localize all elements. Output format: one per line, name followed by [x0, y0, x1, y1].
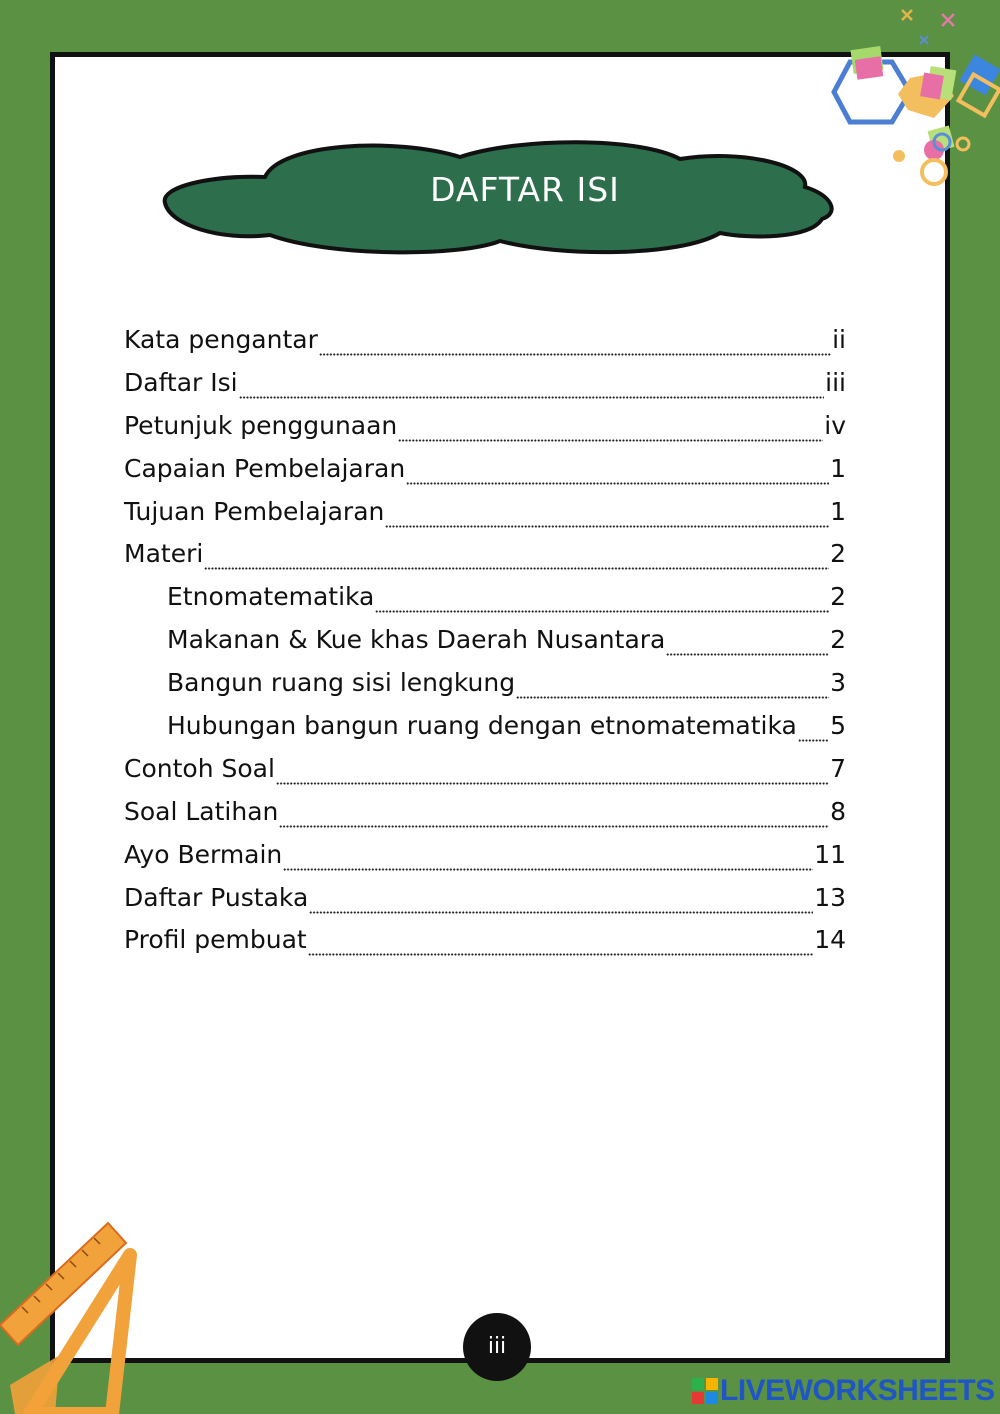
toc-entry-page: 2	[830, 625, 846, 655]
toc-entry-label: Contoh Soal	[124, 753, 275, 783]
toc-dot-leader	[276, 754, 829, 797]
toc-entry-page: 1	[830, 453, 846, 483]
table-of-contents	[124, 325, 846, 968]
brand-name: LIVEWORKSHEETS	[720, 1374, 995, 1407]
toc-entry	[124, 539, 846, 582]
toc-entry-label: Hubungan bangun ruang dengan etnomatematika	[167, 711, 797, 741]
page-title: DAFTAR ISI	[430, 170, 620, 209]
toc-entry	[124, 754, 846, 797]
toc-dot-leader	[516, 668, 829, 711]
toc-entry-label: Soal Latihan	[124, 796, 279, 826]
toc-entry-label: Ayo Bermain	[124, 839, 283, 869]
toc-entry-label: Profil pembuat	[124, 925, 307, 955]
toc-dot-leader	[385, 497, 829, 540]
toc-entry-label: Makanan & Kue khas Daerah Nusantara	[167, 625, 666, 655]
toc-entry	[124, 411, 846, 454]
toc-entry-page: ii	[832, 325, 846, 354]
geometric-shapes-decoration	[830, 0, 1000, 195]
toc-entry	[124, 711, 846, 754]
toc-entry-label: Materi	[124, 539, 204, 569]
toc-dot-leader	[279, 797, 829, 840]
toc-entry	[124, 883, 846, 926]
toc-entry-label: Daftar Pustaka	[124, 882, 309, 912]
toc-entry	[124, 668, 846, 711]
toc-entry	[124, 797, 846, 840]
toc-entry	[124, 497, 846, 540]
toc-entry	[124, 925, 846, 968]
toc-entry	[124, 368, 846, 411]
toc-entry-page: 8	[830, 796, 846, 826]
toc-entry-page: 7	[830, 753, 846, 783]
toc-entry	[124, 840, 846, 883]
toc-entry	[124, 454, 846, 497]
toc-entry-label: Capaian Pembelajaran	[124, 453, 406, 483]
toc-entry-page: 14	[814, 925, 846, 955]
toc-dot-leader	[406, 454, 829, 497]
toc-dot-leader	[239, 368, 825, 411]
toc-entry-label: Tujuan Pembelajaran	[124, 496, 385, 526]
toc-entry-label: Kata pengantar	[124, 325, 318, 354]
toc-entry-page: 1	[830, 496, 846, 526]
page-number-badge: iii	[463, 1313, 531, 1381]
toc-entry	[124, 325, 846, 368]
toc-entry-label: Bangun ruang sisi lengkung	[167, 668, 516, 698]
toc-dot-leader	[319, 325, 831, 368]
ruler-triangle-decoration	[0, 1215, 140, 1414]
brand-watermark	[692, 1374, 995, 1408]
toc-entry-page: 2	[830, 539, 846, 569]
liveworksheets-logo-icon	[692, 1378, 718, 1404]
toc-dot-leader	[309, 883, 813, 926]
toc-entry-label: Petunjuk penggunaan	[124, 410, 398, 440]
toc-entry-page: 13	[814, 882, 846, 912]
toc-dot-leader	[375, 582, 829, 625]
toc-entry-page: 2	[830, 582, 846, 612]
toc-entry	[124, 582, 846, 625]
toc-dot-leader	[283, 840, 813, 883]
toc-entry	[124, 625, 846, 668]
toc-entry-label: Etnomatematika	[167, 582, 375, 612]
toc-entry-label: Daftar Isi	[124, 367, 238, 397]
toc-dot-leader	[308, 925, 813, 968]
toc-dot-leader	[798, 711, 829, 754]
toc-entry-page: iv	[824, 410, 846, 440]
toc-dot-leader	[204, 539, 829, 582]
toc-dot-leader	[666, 625, 829, 668]
toc-entry-page: 5	[830, 711, 846, 741]
toc-entry-page: 11	[814, 839, 846, 869]
toc-dot-leader	[398, 411, 823, 454]
toc-entry-page: iii	[825, 367, 846, 397]
toc-entry-page: 3	[830, 668, 846, 698]
